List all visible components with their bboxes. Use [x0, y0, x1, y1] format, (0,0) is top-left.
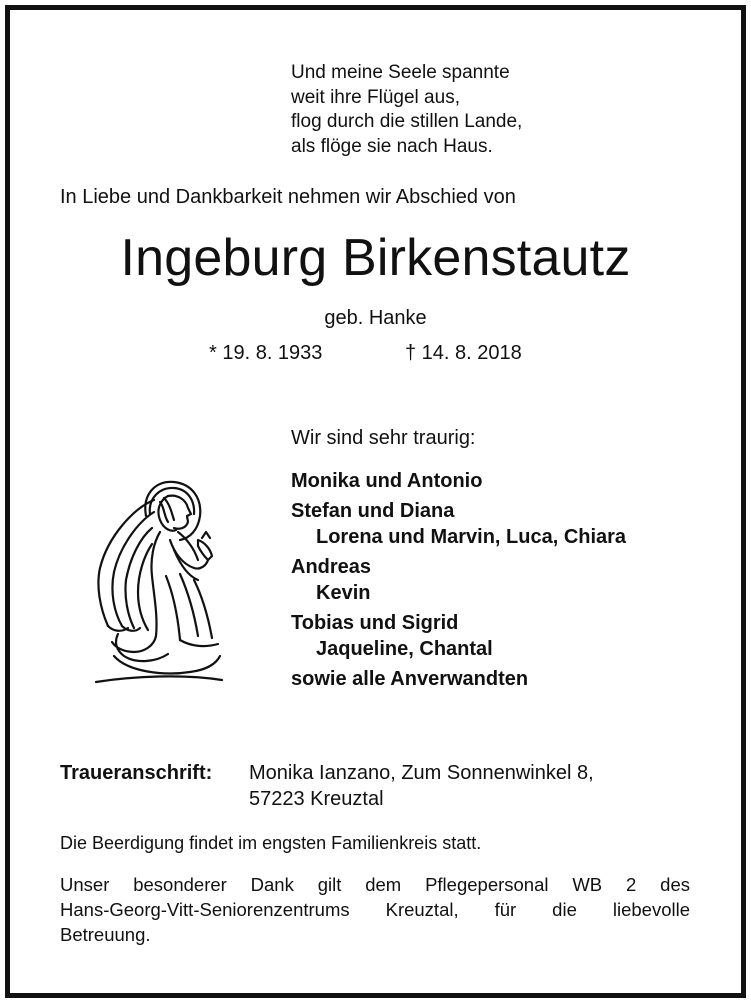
thanks-line: Betreuung.: [60, 924, 151, 945]
mourner-line: Monika und Antonio: [291, 470, 483, 492]
poem-line: Und meine Seele spannte: [291, 62, 510, 83]
poem-line: weit ihre Flügel aus,: [291, 86, 460, 108]
mourner-line: Stefan und Diana: [291, 500, 455, 522]
poem-line: flog durch die stillen Lande,: [291, 111, 523, 132]
mourners-intro: Wir sind sehr traurig:: [291, 427, 476, 449]
address-label: Traueranschrift:: [60, 762, 213, 784]
mourner-line: sowie alle Anverwandten: [291, 668, 529, 690]
mourner-line: Lorena und Marvin, Luca, Chiara: [316, 526, 627, 548]
mourner-line: Kevin: [316, 582, 371, 604]
thanks-line: Unser besonderer Dank gilt dem Pflegepersonal WB 2 des: [60, 874, 690, 895]
farewell-intro: In Liebe und Dankbarkeit nehmen wir Abschied von: [60, 186, 516, 208]
mourners-list: [291, 468, 626, 692]
mourner-line: Tobias und Sigrid: [291, 612, 459, 634]
address-line: 57223 Kreuztal: [249, 788, 384, 810]
deceased-name: Ingeburg Birkenstautz: [120, 229, 631, 287]
thanks-note: [60, 872, 690, 947]
mourner-line: Jaqueline, Chantal: [316, 638, 493, 660]
maiden-name: geb. Hanke: [324, 307, 427, 329]
thanks-line: Hans-Georg-Vitt-Seniorenzentrums Kreuztal, für die liebevolle: [60, 899, 690, 920]
praying-angel-icon: [94, 476, 224, 684]
poem: [291, 61, 522, 159]
mourner-line: Andreas: [291, 556, 372, 578]
address-line: Monika Ianzano, Zum Sonnenwinkel 8,: [249, 762, 594, 784]
birth-date: * 19. 8. 1933: [209, 342, 323, 364]
funeral-note: Die Beerdigung findet im engsten Familienkreis statt.: [60, 833, 482, 853]
poem-line: als flöge sie nach Haus.: [291, 135, 493, 157]
death-date: † 14. 8. 2018: [405, 342, 522, 364]
